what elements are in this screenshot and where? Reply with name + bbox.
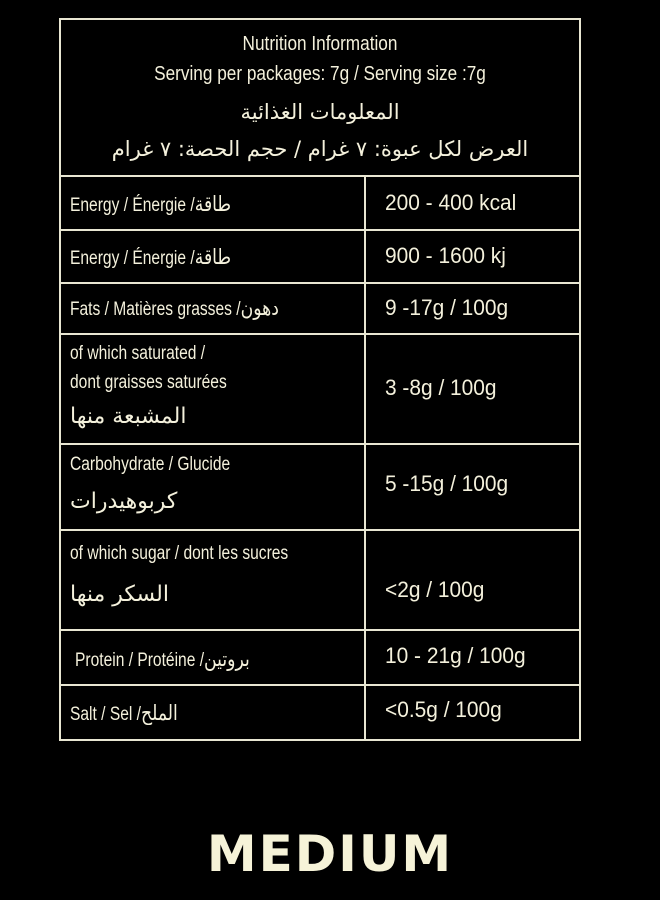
row-value: 10 - 21g / 100g <box>385 643 526 668</box>
row-value: 900 - 1600 kj <box>385 243 506 268</box>
nutrition-header <box>61 20 579 177</box>
column-divider <box>364 686 366 739</box>
row-label-ar: طاقة <box>194 245 232 269</box>
table-row <box>61 531 579 631</box>
row-label-en: Energy / Énergie / <box>70 195 195 216</box>
column-divider <box>364 335 366 443</box>
serving-english: Serving per packages: 7g / Serving size :7g <box>154 63 486 85</box>
row-label-ar: السكر منها <box>70 582 169 607</box>
row-label-ar: المشبعة منها <box>70 404 187 429</box>
serving-arabic: العرض لكل عبوة: ٧ غرام / حجم الحصة: ٧ غرام <box>111 137 529 161</box>
row-value: <2g / 100g <box>385 577 485 602</box>
table-row <box>61 284 579 335</box>
row-label-en: Carbohydrate / Glucide <box>70 454 231 475</box>
row-label-ar: الملح <box>141 701 178 725</box>
row-label-en: Salt / Sel / <box>70 704 142 725</box>
column-divider <box>364 231 366 282</box>
row-label-ar: دهون <box>240 296 279 320</box>
row-label <box>70 245 231 270</box>
row-label <box>75 647 250 672</box>
table-row <box>61 631 579 686</box>
title-arabic: المعلومات الغذائية <box>240 100 400 124</box>
table-row <box>61 335 579 445</box>
row-label-ar: كربوهيدرات <box>70 489 178 514</box>
row-label <box>70 296 279 321</box>
row-label-en-2: dont graisses saturées <box>70 372 227 393</box>
row-value: 5 -15g / 100g <box>385 471 509 496</box>
column-divider <box>364 531 366 629</box>
row-label-en: of which saturated / <box>70 343 206 364</box>
product-variant-label: MEDIUM <box>206 825 454 883</box>
table-row <box>61 231 579 284</box>
row-label-en: Protein / Protéine / <box>75 650 205 671</box>
column-divider <box>364 284 366 333</box>
row-value: 200 - 400 kcal <box>385 190 517 215</box>
row-value: 9 -17g / 100g <box>385 295 509 320</box>
row-value: <0.5g / 100g <box>385 697 502 722</box>
column-divider <box>364 445 366 529</box>
row-label <box>70 192 231 217</box>
nutrition-table <box>59 18 581 741</box>
row-label <box>70 701 178 726</box>
row-label-en: of which sugar / dont les sucres <box>70 543 289 564</box>
column-divider <box>364 177 366 229</box>
row-label-ar: بروتين <box>204 647 250 671</box>
title-english: Nutrition Information <box>242 33 398 55</box>
row-label-en: Energy / Énergie / <box>70 248 195 269</box>
table-row <box>61 686 579 739</box>
table-row <box>61 445 579 531</box>
row-label-ar: طاقة <box>194 192 232 216</box>
column-divider <box>364 631 366 684</box>
row-value: 3 -8g / 100g <box>385 375 497 400</box>
row-label-en: Fats / Matières grasses / <box>70 299 241 320</box>
table-row <box>61 177 579 231</box>
